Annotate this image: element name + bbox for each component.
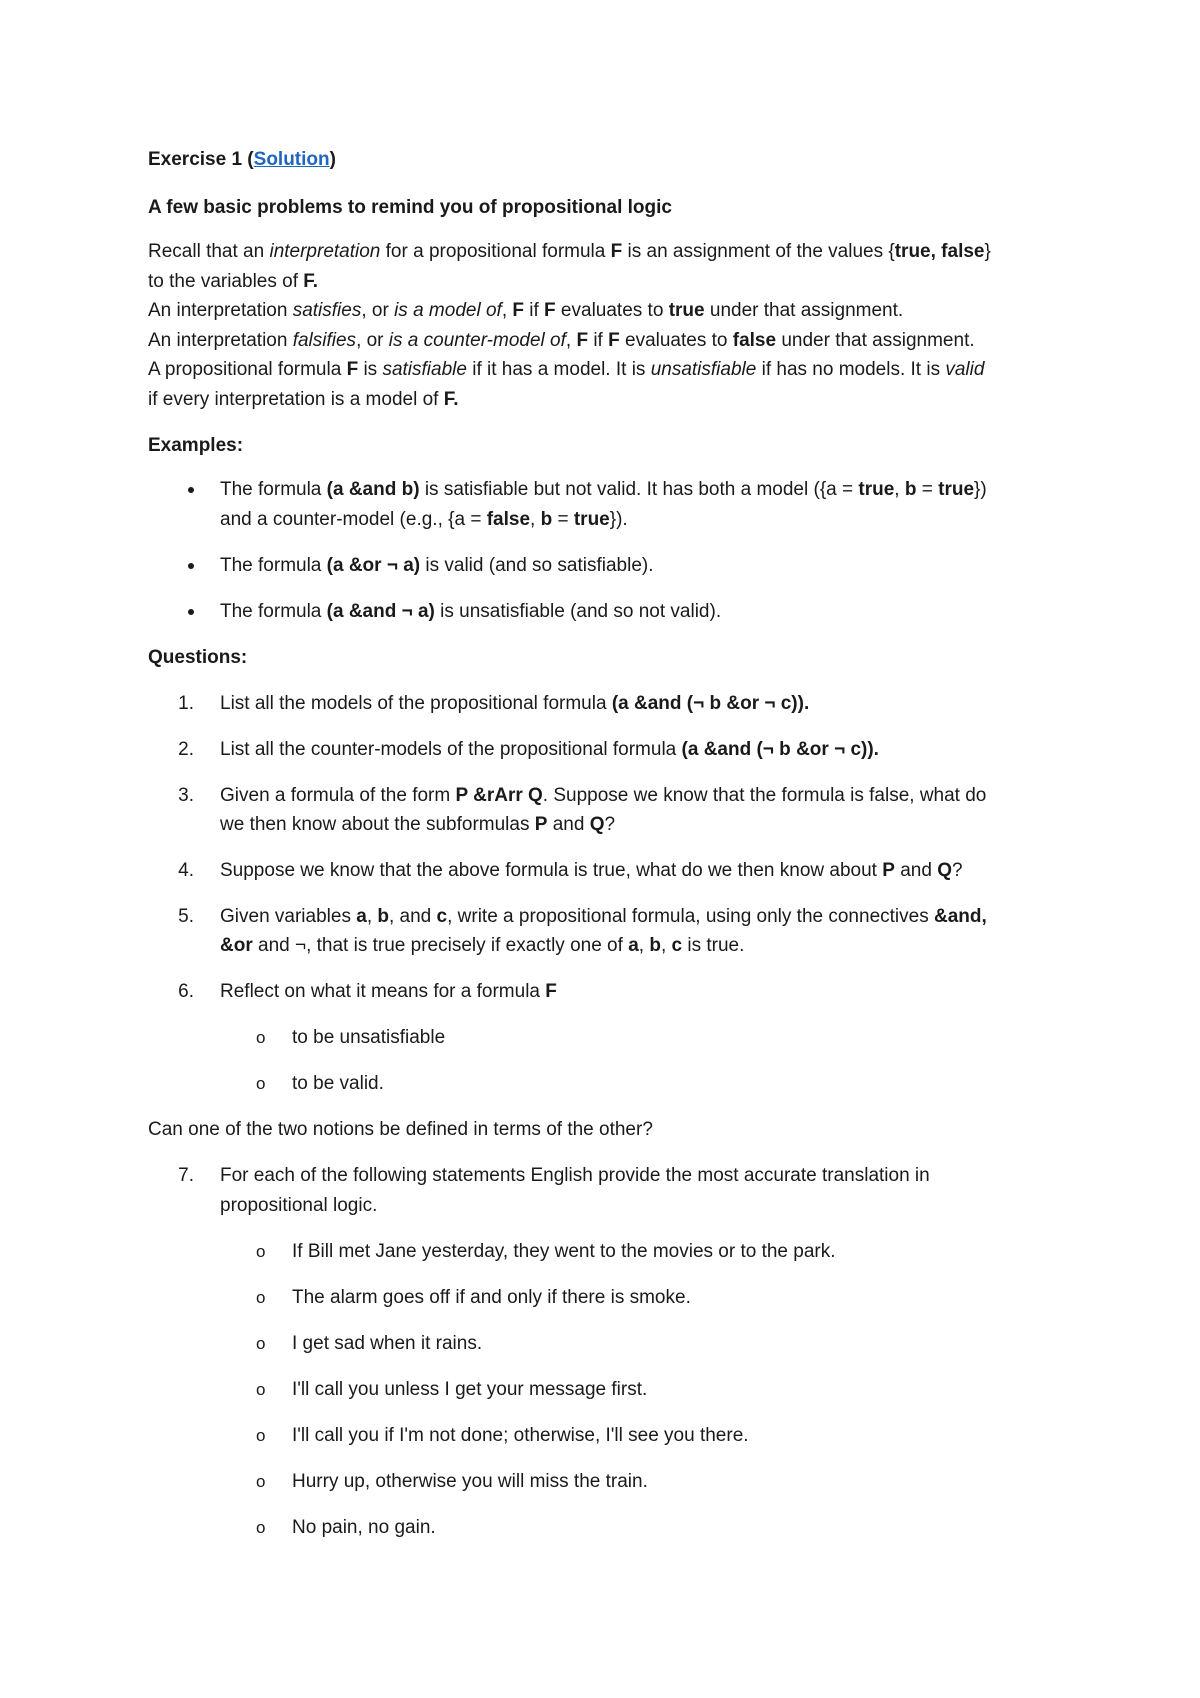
example-1-line-1: The formula (a &and b) is satisfiable but not valid. It has both a model ({a = true, b = true}) (220, 479, 987, 500)
question-3-line-2: we then know about the subformulas P and Q? (220, 814, 616, 835)
example-3: The formula (a &and ¬ a) is unsatisfiable (and so not valid). (220, 601, 722, 622)
statement-item: The alarm goes off if and only if there is smoke. (292, 1287, 691, 1308)
question-3-line-1: Given a formula of the form P &rArr Q. Suppose we know that the formula is false, what do (220, 785, 987, 806)
statement-item: I'll call you if I'm not done; otherwise, I'll see you there. (292, 1425, 749, 1446)
intro-line-5: A propositional formula F is satisfiable if it has a model. It is unsatisfiable if has no models. It is valid (148, 359, 985, 380)
statement-item: No pain, no gain. (292, 1517, 436, 1538)
statement-item: Hurry up, otherwise you will miss the train. (292, 1471, 648, 1492)
question-5-line-1: Given variables a, b, and c, write a propositional formula, using only the connectives &and, (220, 906, 987, 927)
question-4: Suppose we know that the above formula is true, what do we then know about P and Q? (220, 860, 963, 881)
example-1-line-2: and a counter-model (e.g., {a = false, b = true}). (220, 509, 628, 530)
question-number: 3. (178, 785, 194, 806)
sub-bullet-icon: o (256, 1472, 266, 1491)
intro-line-4: An interpretation falsifies, or is a counter-model of, F if F evaluates to false under that assignment. (148, 330, 975, 351)
question-number: 7. (178, 1165, 194, 1186)
sub-bullet-icon: o (256, 1288, 266, 1307)
sub-bullet-icon: o (256, 1028, 266, 1047)
question-6-followup: Can one of the two notions be defined in terms of the other? (148, 1119, 653, 1140)
question-7-line-2: propositional logic. (220, 1195, 378, 1216)
question-6-subitem: to be unsatisfiable (292, 1027, 446, 1048)
question-1: List all the models of the propositional formula (a &and (¬ b &or ¬ c)). (220, 693, 810, 714)
question-number: 4. (178, 860, 194, 881)
title-suffix: ) (329, 149, 336, 170)
bullet-icon (188, 487, 194, 493)
bullet-icon (188, 563, 194, 569)
statement-item: I get sad when it rains. (292, 1333, 483, 1354)
exercise-title (148, 148, 336, 172)
intro-line-1: Recall that an interpretation for a propositional formula F is an assignment of the values {true, false} (148, 241, 991, 262)
statement-item: I'll call you unless I get your message first. (292, 1379, 648, 1400)
question-5-line-2: &or and ¬, that is true precisely if exactly one of a, b, c is true. (220, 935, 745, 956)
intro-line-2: to the variables of F. (148, 271, 319, 292)
question-6: Reflect on what it means for a formula F (220, 981, 557, 1002)
sub-bullet-icon: o (256, 1380, 266, 1399)
question-7-line-1: For each of the following statements English provide the most accurate translation in (220, 1165, 930, 1186)
title-prefix: Exercise 1 ( (148, 149, 254, 170)
sub-bullet-icon: o (256, 1074, 266, 1093)
question-number: 1. (178, 693, 194, 714)
example-2: The formula (a &or ¬ a) is valid (and so satisfiable). (220, 555, 654, 576)
question-6-subitem: to be valid. (292, 1073, 384, 1094)
question-number: 5. (178, 906, 194, 927)
solution-link[interactable]: Solution (253, 149, 330, 170)
sub-bullet-icon: o (256, 1426, 266, 1445)
bullet-icon (188, 609, 194, 615)
question-2: List all the counter-models of the propositional formula (a &and (¬ b &or ¬ c)). (220, 739, 879, 760)
intro-line-3: An interpretation satisfies, or is a model of, F if F evaluates to true under that assignment. (148, 300, 904, 321)
sub-bullet-icon: o (256, 1242, 266, 1261)
subtitle: A few basic problems to remind you of propositional logic (148, 197, 672, 218)
intro-line-6: if every interpretation is a model of F. (148, 389, 459, 410)
sub-bullet-icon: o (256, 1334, 266, 1353)
questions-heading: Questions: (148, 647, 248, 668)
statement-item: If Bill met Jane yesterday, they went to the movies or to the park. (292, 1241, 836, 1262)
question-number: 2. (178, 739, 194, 760)
question-number: 6. (178, 981, 194, 1002)
examples-heading: Examples: (148, 435, 244, 456)
sub-bullet-icon: o (256, 1518, 266, 1537)
